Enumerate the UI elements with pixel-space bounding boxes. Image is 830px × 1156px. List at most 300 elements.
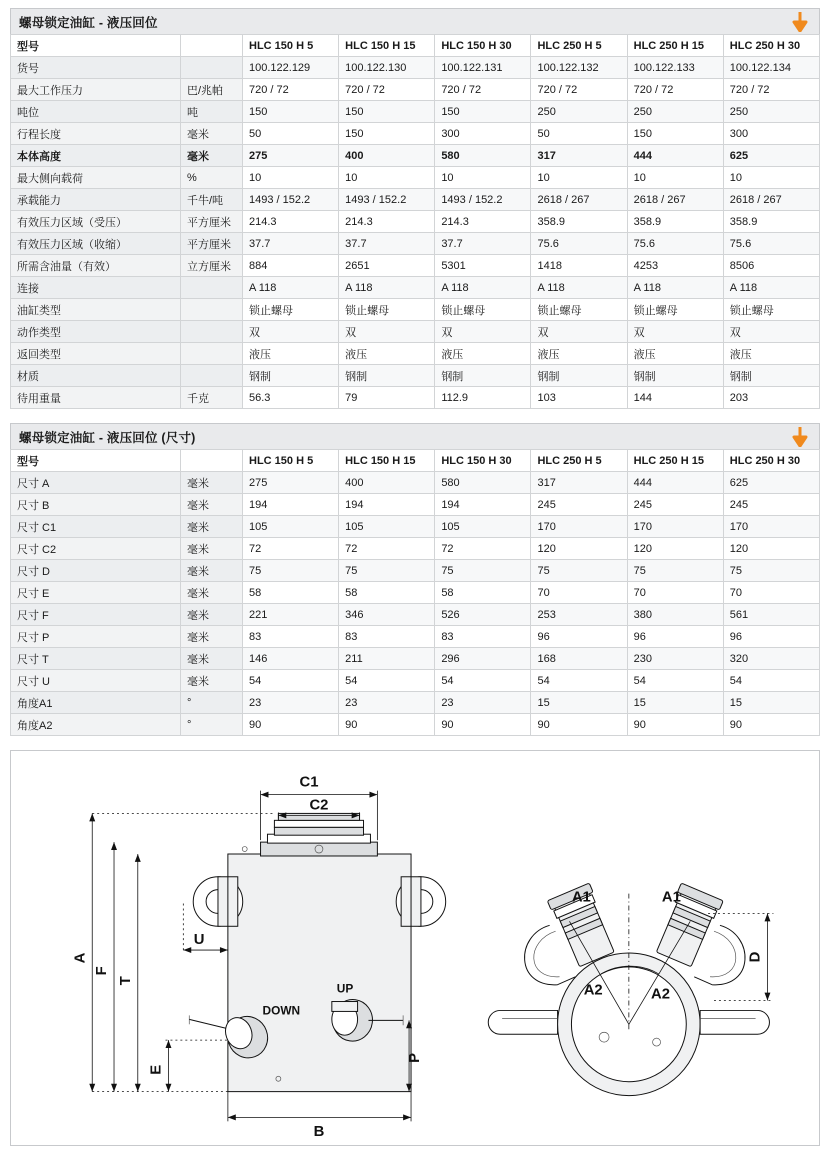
row-value-5: 230	[627, 648, 723, 670]
row-value-6: 720 / 72	[723, 79, 819, 101]
row-value-1: A 118	[243, 277, 339, 299]
row-value-6: 120	[723, 538, 819, 560]
row-label: 油缸类型	[11, 299, 181, 321]
row-value-2: 58	[339, 582, 435, 604]
row-label: 货号	[11, 57, 181, 79]
row-value-3: 10	[435, 167, 531, 189]
row-value-5: 90	[627, 714, 723, 736]
row-value-2: 214.3	[339, 211, 435, 233]
row-label: 所需含油量（有效）	[11, 255, 181, 277]
row-value-1: 72	[243, 538, 339, 560]
table-header-row	[11, 450, 820, 472]
row-label: 最大侧向载荷	[11, 167, 181, 189]
row-value-2: 23	[339, 692, 435, 714]
row-value-4: 317	[531, 145, 627, 167]
cap-bolt-2	[242, 847, 247, 852]
row-value-1: 221	[243, 604, 339, 626]
row-value-5: 250	[627, 101, 723, 123]
row-label: 尺寸 A	[11, 472, 181, 494]
row-unit: 毫米	[181, 145, 243, 167]
row-value-6: 70	[723, 582, 819, 604]
row-label: 有效压力区域（收缩）	[11, 233, 181, 255]
top-view-ear-right	[700, 1010, 769, 1034]
row-value-1: 100.122.129	[243, 57, 339, 79]
row-value-2: 105	[339, 516, 435, 538]
row-value-5: 锁止螺母	[627, 299, 723, 321]
row-value-4: 100.122.132	[531, 57, 627, 79]
row-unit	[181, 57, 243, 79]
row-unit	[181, 343, 243, 365]
table-row	[11, 714, 820, 736]
row-value-2: 1493 / 152.2	[339, 189, 435, 211]
row-value-6: 170	[723, 516, 819, 538]
table-row	[11, 79, 820, 101]
row-label: 尺寸 E	[11, 582, 181, 604]
table-header-unit	[181, 450, 243, 472]
row-value-6: 液压	[723, 343, 819, 365]
table-row	[11, 582, 820, 604]
row-value-1: 37.7	[243, 233, 339, 255]
row-value-5: 70	[627, 582, 723, 604]
row-label: 承载能力	[11, 189, 181, 211]
row-value-4: 锁止螺母	[531, 299, 627, 321]
row-value-1: 10	[243, 167, 339, 189]
row-value-4: 250	[531, 101, 627, 123]
row-value-1: 275	[243, 472, 339, 494]
row-value-4: 75.6	[531, 233, 627, 255]
row-value-5: 钢制	[627, 365, 723, 387]
row-value-2: 83	[339, 626, 435, 648]
label-a2-right: A2	[651, 986, 671, 1003]
row-value-1: 214.3	[243, 211, 339, 233]
row-value-6: 96	[723, 626, 819, 648]
row-value-5: 双	[627, 321, 723, 343]
label-c1: C1	[299, 774, 319, 791]
label-a2-left: A2	[583, 982, 603, 999]
row-value-5: 2618 / 267	[627, 189, 723, 211]
table-row	[11, 189, 820, 211]
row-label: 角度A2	[11, 714, 181, 736]
row-value-3: 液压	[435, 343, 531, 365]
row-value-3: 150	[435, 101, 531, 123]
row-value-2: 400	[339, 145, 435, 167]
row-value-6: 203	[723, 387, 819, 409]
label-u: U	[193, 932, 205, 949]
label-a: A	[72, 952, 89, 964]
row-value-3: 194	[435, 494, 531, 516]
row-value-1: 钢制	[243, 365, 339, 387]
row-value-2: 54	[339, 670, 435, 692]
row-value-1: 1493 / 152.2	[243, 189, 339, 211]
row-value-2: 10	[339, 167, 435, 189]
table-row	[11, 277, 820, 299]
table-header-model-3: HLC 150 H 30	[435, 450, 531, 472]
row-value-2: 211	[339, 648, 435, 670]
row-value-2: 钢制	[339, 365, 435, 387]
table-row	[11, 560, 820, 582]
row-label: 本体高度	[11, 145, 181, 167]
row-value-6: 锁止螺母	[723, 299, 819, 321]
row-value-6: 358.9	[723, 211, 819, 233]
table-row	[11, 211, 820, 233]
row-value-5: 54	[627, 670, 723, 692]
row-value-5: 245	[627, 494, 723, 516]
table-row	[11, 472, 820, 494]
row-label: 有效压力区域（受压）	[11, 211, 181, 233]
row-value-4: 245	[531, 494, 627, 516]
row-value-4: 70	[531, 582, 627, 604]
row-unit: 毫米	[181, 626, 243, 648]
row-unit: 平方厘米	[181, 233, 243, 255]
row-unit: 毫米	[181, 560, 243, 582]
row-label: 吨位	[11, 101, 181, 123]
table-header-model-1: HLC 150 H 5	[243, 35, 339, 57]
row-value-1: 720 / 72	[243, 79, 339, 101]
cylinder-top-cap	[261, 842, 378, 856]
spec-table-dimensions	[10, 449, 820, 736]
row-unit: 毫米	[181, 494, 243, 516]
row-value-5: 4253	[627, 255, 723, 277]
row-unit: 立方厘米	[181, 255, 243, 277]
row-label: 动作类型	[11, 321, 181, 343]
cylinder-ring-2	[274, 820, 363, 827]
row-unit: 千克	[181, 387, 243, 409]
table-header-model-6: HLC 250 H 30	[723, 35, 819, 57]
row-value-6: 561	[723, 604, 819, 626]
label-a1-right: A1	[661, 889, 681, 906]
label-d: D	[747, 951, 764, 963]
label-c2: C2	[309, 797, 329, 814]
row-unit: 毫米	[181, 516, 243, 538]
row-value-5: 15	[627, 692, 723, 714]
spec-table-dimensions-body	[11, 450, 820, 736]
row-value-1: 58	[243, 582, 339, 604]
block-title-text-dimensions: 螺母锁定油缸 - 液压回位 (尺寸)	[19, 430, 196, 445]
row-label: 尺寸 U	[11, 670, 181, 692]
row-value-5: 358.9	[627, 211, 723, 233]
row-value-3: 钢制	[435, 365, 531, 387]
row-value-6: 625	[723, 145, 819, 167]
table-header-label: 型号	[11, 450, 181, 472]
row-value-2: 锁止螺母	[339, 299, 435, 321]
row-value-3: 1493 / 152.2	[435, 189, 531, 211]
label-t: T	[117, 976, 134, 986]
row-value-6: 双	[723, 321, 819, 343]
row-value-1: 105	[243, 516, 339, 538]
row-value-5: 液压	[627, 343, 723, 365]
row-value-5: 150	[627, 123, 723, 145]
row-unit: 毫米	[181, 123, 243, 145]
row-unit	[181, 365, 243, 387]
row-unit: 毫米	[181, 538, 243, 560]
table-row	[11, 101, 820, 123]
label-p: P	[406, 1053, 423, 1063]
table-row	[11, 516, 820, 538]
row-value-5: 120	[627, 538, 723, 560]
row-value-1: 275	[243, 145, 339, 167]
table-row	[11, 321, 820, 343]
row-value-1: 90	[243, 714, 339, 736]
drawing-svg	[15, 755, 815, 1141]
table-row	[11, 233, 820, 255]
row-value-2: 720 / 72	[339, 79, 435, 101]
row-value-6: 100.122.134	[723, 57, 819, 79]
row-value-2: 346	[339, 604, 435, 626]
row-value-1: 56.3	[243, 387, 339, 409]
spec-block-dimensions	[10, 423, 820, 736]
table-header-model-4: HLC 250 H 5	[531, 450, 627, 472]
table-row	[11, 538, 820, 560]
row-unit: 吨	[181, 101, 243, 123]
table-header-row	[11, 35, 820, 57]
row-value-5: 75	[627, 560, 723, 582]
cylinder-piston-top	[278, 813, 359, 820]
row-unit: %	[181, 167, 243, 189]
row-value-4: 75	[531, 560, 627, 582]
row-value-6: 10	[723, 167, 819, 189]
table-header-model-6: HLC 250 H 30	[723, 450, 819, 472]
hose-right-inner	[710, 931, 736, 977]
row-value-5: 720 / 72	[627, 79, 723, 101]
row-value-3: 54	[435, 670, 531, 692]
table-row	[11, 626, 820, 648]
row-value-4: 2618 / 267	[531, 189, 627, 211]
arrow-down-icon	[791, 12, 809, 32]
hose-left-inner	[534, 931, 560, 977]
row-label: 连接	[11, 277, 181, 299]
table-header-label: 型号	[11, 35, 181, 57]
row-label: 角度A1	[11, 692, 181, 714]
row-value-4: 10	[531, 167, 627, 189]
row-label: 返回类型	[11, 343, 181, 365]
top-view-ear-left	[488, 1010, 557, 1034]
row-label: 尺寸 C2	[11, 538, 181, 560]
row-value-6: 钢制	[723, 365, 819, 387]
table-row	[11, 255, 820, 277]
row-value-1: 83	[243, 626, 339, 648]
table-header-model-2: HLC 150 H 15	[339, 35, 435, 57]
row-value-5: 10	[627, 167, 723, 189]
row-value-3: 112.9	[435, 387, 531, 409]
row-label: 尺寸 T	[11, 648, 181, 670]
row-value-6: 75	[723, 560, 819, 582]
table-header-model-3: HLC 150 H 30	[435, 35, 531, 57]
row-value-5: 380	[627, 604, 723, 626]
row-value-4: 钢制	[531, 365, 627, 387]
row-value-6: 54	[723, 670, 819, 692]
block-title-main	[10, 8, 820, 34]
row-value-1: 54	[243, 670, 339, 692]
row-value-2: 150	[339, 123, 435, 145]
row-value-3: 580	[435, 472, 531, 494]
row-value-3: 75	[435, 560, 531, 582]
table-row	[11, 604, 820, 626]
row-value-3: 72	[435, 538, 531, 560]
label-b: B	[313, 1124, 325, 1141]
block-title-dimensions	[10, 423, 820, 449]
row-label: 最大工作压力	[11, 79, 181, 101]
row-value-2: 2651	[339, 255, 435, 277]
row-value-6: 625	[723, 472, 819, 494]
table-row	[11, 145, 820, 167]
table-row	[11, 648, 820, 670]
row-label: 行程长度	[11, 123, 181, 145]
row-value-3: 锁止螺母	[435, 299, 531, 321]
arrow-down-icon-2	[791, 427, 809, 447]
row-value-2: 194	[339, 494, 435, 516]
row-label: 待用重量	[11, 387, 181, 409]
row-value-3: 300	[435, 123, 531, 145]
row-value-1: 194	[243, 494, 339, 516]
row-value-5: 96	[627, 626, 723, 648]
row-value-4: 50	[531, 123, 627, 145]
row-value-3: 58	[435, 582, 531, 604]
row-value-4: 双	[531, 321, 627, 343]
row-value-4: 317	[531, 472, 627, 494]
row-value-6: 90	[723, 714, 819, 736]
row-value-2: 液压	[339, 343, 435, 365]
technical-drawing	[10, 750, 820, 1146]
row-value-4: 720 / 72	[531, 79, 627, 101]
row-value-2: A 118	[339, 277, 435, 299]
table-header-model-5: HLC 250 H 15	[627, 35, 723, 57]
row-value-1: 双	[243, 321, 339, 343]
row-value-5: 444	[627, 145, 723, 167]
row-value-4: 103	[531, 387, 627, 409]
cylinder-ring-1	[274, 827, 363, 835]
row-value-5: 444	[627, 472, 723, 494]
row-value-2: 400	[339, 472, 435, 494]
row-value-3: 526	[435, 604, 531, 626]
row-value-3: 296	[435, 648, 531, 670]
row-value-3: 105	[435, 516, 531, 538]
row-value-4: 液压	[531, 343, 627, 365]
row-value-2: 75	[339, 560, 435, 582]
row-value-2: 双	[339, 321, 435, 343]
row-value-2: 72	[339, 538, 435, 560]
row-value-6: 250	[723, 101, 819, 123]
row-value-5: A 118	[627, 277, 723, 299]
spec-block-main	[10, 8, 820, 409]
table-header-model-4: HLC 250 H 5	[531, 35, 627, 57]
label-e: E	[148, 1064, 165, 1075]
table-header-unit	[181, 35, 243, 57]
row-value-3: 90	[435, 714, 531, 736]
row-value-1: 884	[243, 255, 339, 277]
row-value-1: 23	[243, 692, 339, 714]
row-value-4: 54	[531, 670, 627, 692]
row-value-3: 720 / 72	[435, 79, 531, 101]
table-row	[11, 670, 820, 692]
block-title-text-main: 螺母锁定油缸 - 液压回位	[19, 15, 158, 30]
row-value-1: 锁止螺母	[243, 299, 339, 321]
row-value-6: 75.6	[723, 233, 819, 255]
row-value-4: 96	[531, 626, 627, 648]
row-value-3: 100.122.131	[435, 57, 531, 79]
row-value-2: 100.122.130	[339, 57, 435, 79]
row-value-1: 150	[243, 101, 339, 123]
row-unit: 毫米	[181, 604, 243, 626]
row-value-4: 90	[531, 714, 627, 736]
row-value-6: 300	[723, 123, 819, 145]
spec-table-main-body	[11, 35, 820, 409]
row-value-3: 23	[435, 692, 531, 714]
row-label: 尺寸 C1	[11, 516, 181, 538]
table-row	[11, 57, 820, 79]
label-f: F	[94, 966, 111, 976]
row-unit	[181, 321, 243, 343]
label-down: DOWN	[262, 1003, 301, 1018]
row-label: 尺寸 P	[11, 626, 181, 648]
row-value-2: 79	[339, 387, 435, 409]
row-unit: °	[181, 692, 243, 714]
label-a1-left: A1	[571, 889, 591, 906]
row-value-2: 37.7	[339, 233, 435, 255]
row-unit	[181, 277, 243, 299]
table-row	[11, 494, 820, 516]
row-value-6: 320	[723, 648, 819, 670]
row-unit	[181, 299, 243, 321]
row-value-4: 120	[531, 538, 627, 560]
row-unit: 毫米	[181, 582, 243, 604]
row-unit: °	[181, 714, 243, 736]
row-label: 尺寸 B	[11, 494, 181, 516]
row-unit: 平方厘米	[181, 211, 243, 233]
table-row	[11, 299, 820, 321]
row-value-1: 75	[243, 560, 339, 582]
row-value-3: 214.3	[435, 211, 531, 233]
row-value-5: 144	[627, 387, 723, 409]
row-value-3: 5301	[435, 255, 531, 277]
row-label: 尺寸 D	[11, 560, 181, 582]
row-value-5: 100.122.133	[627, 57, 723, 79]
row-value-2: 150	[339, 101, 435, 123]
row-value-3: 双	[435, 321, 531, 343]
table-row	[11, 365, 820, 387]
row-value-4: 1418	[531, 255, 627, 277]
row-value-5: 75.6	[627, 233, 723, 255]
row-value-5: 170	[627, 516, 723, 538]
row-value-6: 2618 / 267	[723, 189, 819, 211]
table-row	[11, 343, 820, 365]
top-view	[488, 883, 773, 1096]
row-value-6: A 118	[723, 277, 819, 299]
table-row	[11, 167, 820, 189]
row-value-2: 90	[339, 714, 435, 736]
row-unit: 巴/兆帕	[181, 79, 243, 101]
row-unit: 千牛/吨	[181, 189, 243, 211]
row-value-1: 液压	[243, 343, 339, 365]
row-value-3: 83	[435, 626, 531, 648]
row-value-6: 8506	[723, 255, 819, 277]
row-unit: 毫米	[181, 472, 243, 494]
row-value-3: 580	[435, 145, 531, 167]
label-up: UP	[336, 981, 354, 996]
row-unit: 毫米	[181, 648, 243, 670]
row-value-4: 15	[531, 692, 627, 714]
table-header-model-2: HLC 150 H 15	[339, 450, 435, 472]
row-value-4: 168	[531, 648, 627, 670]
row-value-3: 37.7	[435, 233, 531, 255]
table-row	[11, 692, 820, 714]
row-value-4: A 118	[531, 277, 627, 299]
row-value-1: 146	[243, 648, 339, 670]
table-row	[11, 387, 820, 409]
row-value-4: 358.9	[531, 211, 627, 233]
table-header-model-5: HLC 250 H 15	[627, 450, 723, 472]
row-label: 材质	[11, 365, 181, 387]
row-value-4: 253	[531, 604, 627, 626]
